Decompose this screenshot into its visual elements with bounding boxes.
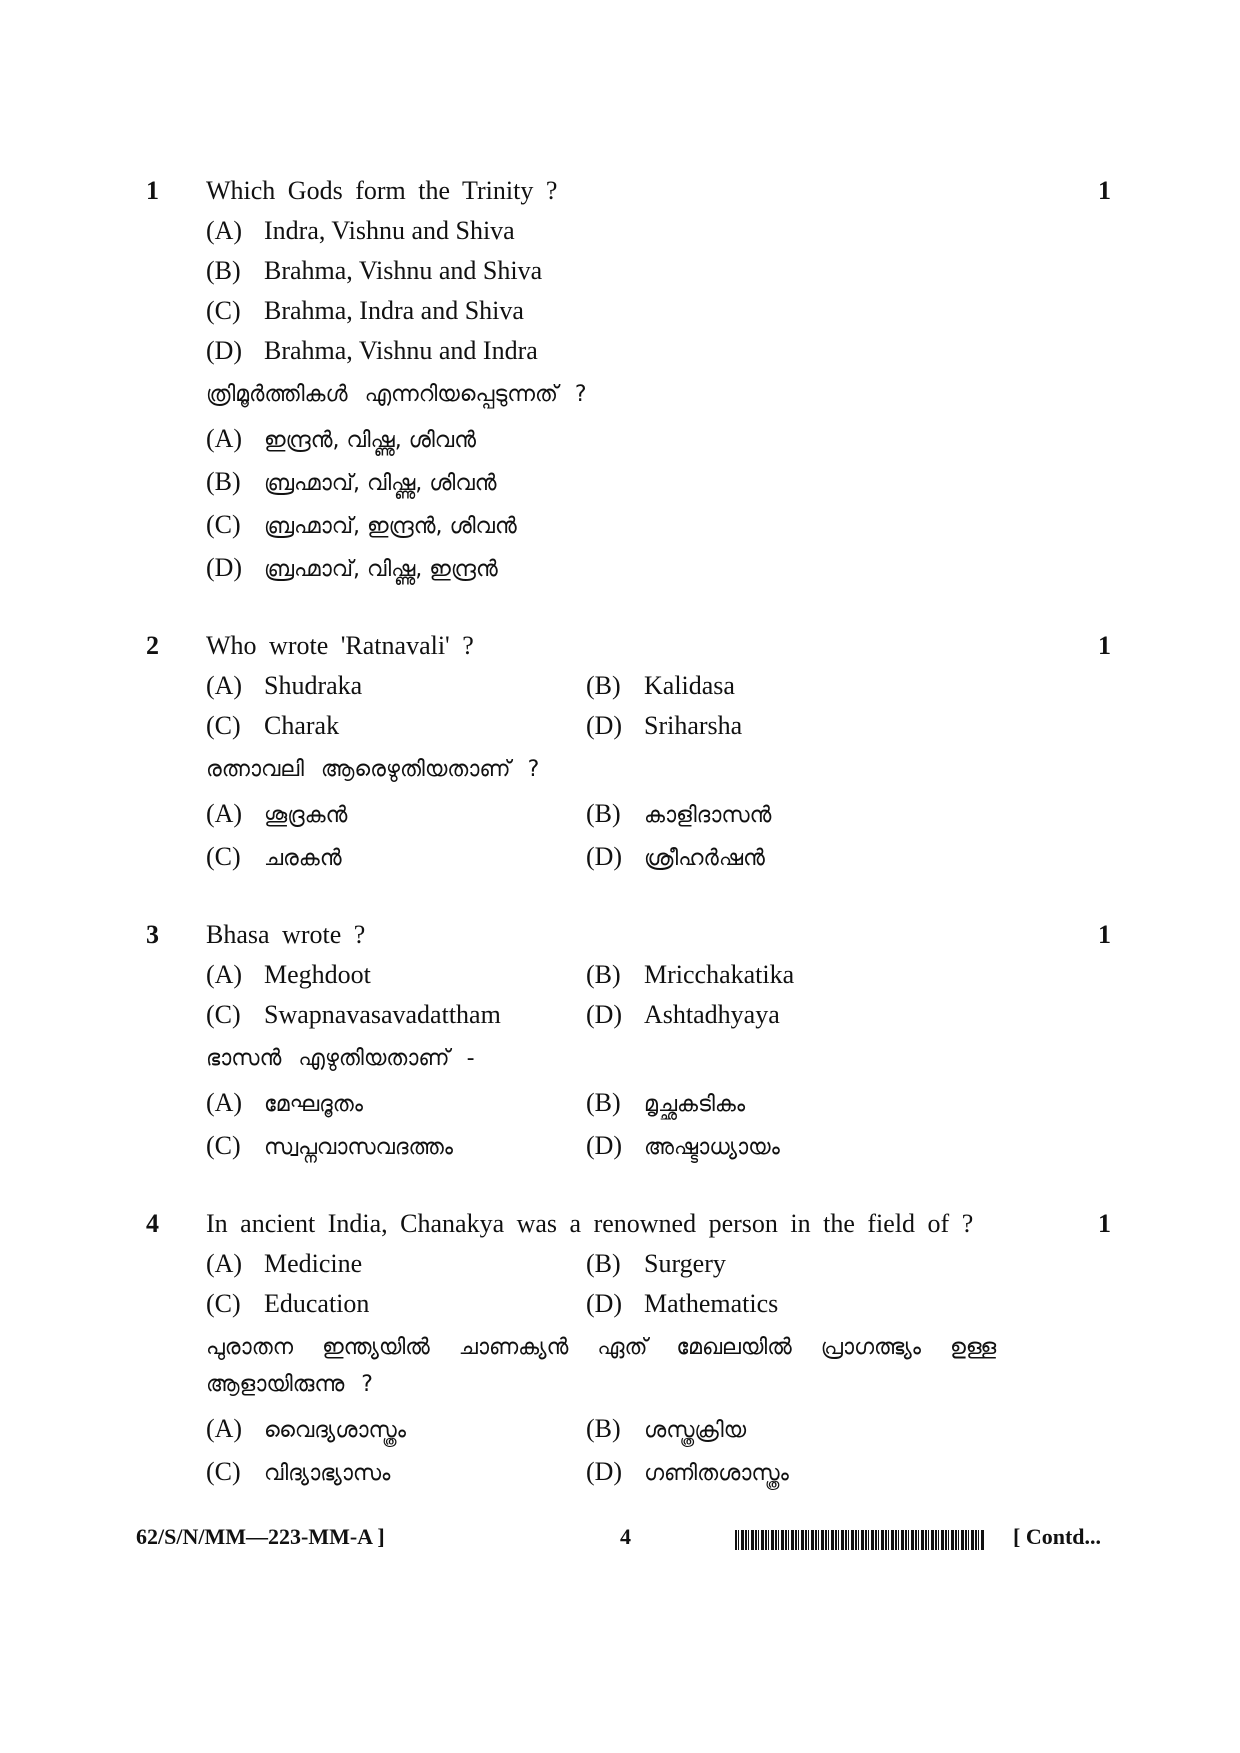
- option-en-b: (B) Kalidasa: [586, 671, 735, 700]
- option-ml-d: (D) അഷ്ടാധ്യായം: [586, 1131, 780, 1160]
- paper-code: 62/S/N/MM—223-MM-A ]: [136, 1524, 385, 1549]
- question-marks: 1: [1098, 631, 1111, 660]
- question-text-ml: രത്നാവലി ആരെഴുതിയതാണ് ?: [206, 757, 540, 782]
- option-ml-a: (A) ഇന്ദ്രൻ, വിഷ്ണു, ശിവൻ: [206, 424, 476, 453]
- question-number: 1: [146, 176, 159, 205]
- question-number: 4: [146, 1209, 159, 1238]
- question-number: 3: [146, 920, 159, 949]
- option-ml-c: (C) ബ്രഹ്മാവ്, ഇന്ദ്രൻ, ശിവൻ: [206, 510, 517, 539]
- option-en-a: (A) Meghdoot: [206, 960, 371, 989]
- contd-label: [ Contd...: [1013, 1524, 1102, 1549]
- option-en-a: (A) Shudraka: [206, 671, 363, 700]
- option-ml-b: (B) ബ്രഹ്മാവ്, വിഷ്ണു, ശിവൻ: [206, 467, 497, 496]
- question-text-en: In ancient India, Chanakya was a renowned person in the field of ?: [206, 1209, 974, 1238]
- option-en-c: (C) Swapnavasavadattham: [206, 1000, 501, 1029]
- option-ml-c: (C) വിദ്യാഭ്യാസം: [206, 1457, 391, 1486]
- option-ml-a: (A) ശൂദ്രകൻ: [206, 799, 348, 828]
- question-text-ml-line2: ആളായിരുന്നു ?: [206, 1372, 373, 1397]
- option-ml-d: (D) ശ്രീഹർഷൻ: [586, 842, 765, 871]
- question-text-en: Which Gods form the Trinity ?: [206, 176, 558, 205]
- option-en-d: (D) Sriharsha: [586, 711, 743, 740]
- question-number: 2: [146, 631, 159, 660]
- question-marks: 1: [1098, 920, 1111, 949]
- option-en-c: (C) Brahma, Indra and Shiva: [206, 296, 524, 325]
- option-en-b: (B) Mricchakatika: [586, 960, 795, 989]
- question-marks: 1: [1098, 176, 1111, 205]
- option-en-c: (C) Charak: [206, 711, 340, 740]
- option-ml-d: (D) ബ്രഹ്മാവ്, വിഷ്ണു, ഇന്ദ്രൻ: [206, 553, 498, 582]
- option-ml-c: (C) സ്വപ്നവാസവദത്തം: [206, 1131, 453, 1160]
- question-text-ml: ഭാസൻ എഴുതിയതാണ് -: [206, 1046, 475, 1071]
- question-marks: 1: [1098, 1209, 1111, 1238]
- page-number: 4: [620, 1524, 631, 1549]
- question-text-ml-line1: പുരാതന ഇന്ത്യയിൽ ചാണക്യൻ ഏത് മേഖലയിൽ പ്രാഗത്ഭ്യം ഉള്ള: [206, 1335, 997, 1360]
- option-en-c: (C) Education: [206, 1289, 370, 1318]
- option-en-d: (D) Brahma, Vishnu and Indra: [206, 336, 538, 365]
- option-en-d: (D) Mathematics: [586, 1289, 779, 1318]
- option-ml-a: (A) മേഘദൂതം: [206, 1088, 363, 1117]
- option-ml-c: (C) ചരകൻ: [206, 842, 342, 871]
- question-text-en: Bhasa wrote ?: [206, 920, 366, 949]
- option-ml-b: (B) മൃച്ഛകടികം: [586, 1088, 746, 1117]
- option-en-b: (B) Surgery: [586, 1249, 726, 1278]
- question-text-en: Who wrote 'Ratnavali' ?: [206, 631, 474, 660]
- option-ml-b: (B) ശസ്ത്രക്രിയ: [586, 1414, 747, 1443]
- option-ml-b: (B) കാളിദാസൻ: [586, 799, 772, 828]
- option-ml-d: (D) ഗണിതശാസ്ത്രം: [586, 1457, 789, 1486]
- barcode: [735, 1530, 985, 1550]
- option-ml-a: (A) വൈദ്യശാസ്ത്രം: [206, 1414, 406, 1443]
- option-en-d: (D) Ashtadhyaya: [586, 1000, 780, 1029]
- option-en-a: (A) Medicine: [206, 1249, 363, 1278]
- option-en-b: (B) Brahma, Vishnu and Shiva: [206, 256, 543, 285]
- option-en-a: (A) Indra, Vishnu and Shiva: [206, 216, 515, 245]
- question-text-ml: ത്രിമൂർത്തികൾ എന്നറിയപ്പെടുന്നത് ?: [206, 382, 587, 407]
